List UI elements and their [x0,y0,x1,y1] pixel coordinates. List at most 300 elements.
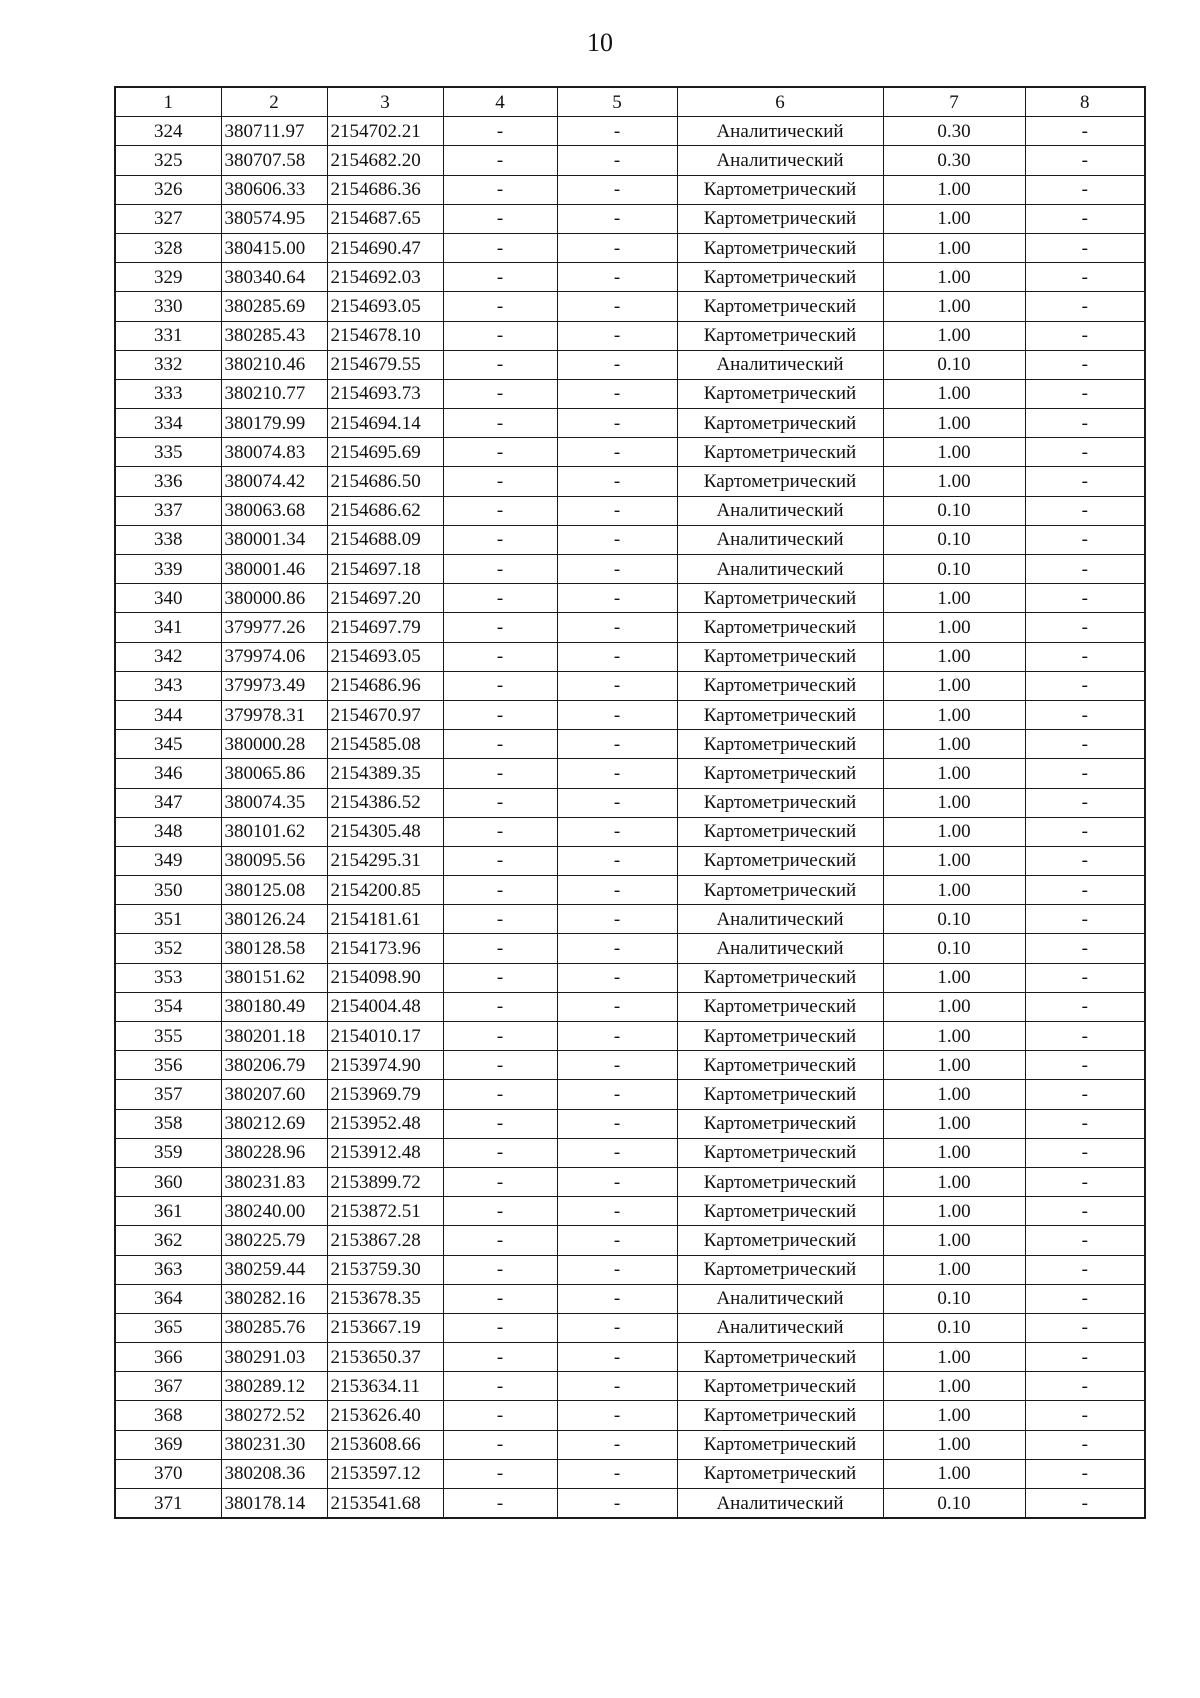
col8-cell: - [1025,175,1145,204]
col4-cell: - [443,555,557,584]
y-coordinate-cell: 2153678.35 [327,1284,443,1313]
table-row [115,1343,1145,1372]
y-coordinate-cell: 2154694.14 [327,409,443,438]
col5-cell: - [557,467,677,496]
table-row [115,1138,1145,1167]
table-row [115,1109,1145,1138]
x-coordinate-cell: 380125.08 [221,876,327,905]
y-coordinate-cell: 2154686.96 [327,671,443,700]
accuracy-cell: 1.00 [883,233,1025,262]
y-coordinate-cell: 2154010.17 [327,1022,443,1051]
x-coordinate-cell: 380285.43 [221,321,327,350]
y-coordinate-cell: 2153867.28 [327,1226,443,1255]
column-header: 7 [883,87,1025,117]
x-coordinate-cell: 380201.18 [221,1022,327,1051]
accuracy-cell: 1.00 [883,671,1025,700]
y-coordinate-cell: 2153626.40 [327,1401,443,1430]
point-number-cell: 364 [115,1284,221,1313]
x-coordinate-cell: 380212.69 [221,1109,327,1138]
col8-cell: - [1025,613,1145,642]
col5-cell: - [557,1080,677,1109]
col4-cell: - [443,1284,557,1313]
point-number-cell: 341 [115,613,221,642]
x-coordinate-cell: 380001.46 [221,555,327,584]
accuracy-cell: 1.00 [883,409,1025,438]
y-coordinate-cell: 2153952.48 [327,1109,443,1138]
col8-cell: - [1025,525,1145,554]
point-number-cell: 371 [115,1489,221,1519]
x-coordinate-cell: 380074.35 [221,788,327,817]
method-cell: Картометрический [677,613,883,642]
method-cell: Картометрический [677,788,883,817]
col4-cell: - [443,1197,557,1226]
point-number-cell: 332 [115,350,221,379]
column-header: 6 [677,87,883,117]
point-number-cell: 331 [115,321,221,350]
point-number-cell: 345 [115,730,221,759]
method-cell: Картометрический [677,817,883,846]
x-coordinate-cell: 380231.30 [221,1430,327,1459]
coordinates-table [114,86,1146,1519]
method-cell: Картометрический [677,730,883,759]
y-coordinate-cell: 2153759.30 [327,1255,443,1284]
point-number-cell: 360 [115,1167,221,1196]
point-number-cell: 363 [115,1255,221,1284]
table-row [115,438,1145,467]
x-coordinate-cell: 380179.99 [221,409,327,438]
accuracy-cell: 1.00 [883,379,1025,408]
table-row [115,1226,1145,1255]
x-coordinate-cell: 380707.58 [221,146,327,175]
column-header: 5 [557,87,677,117]
point-number-cell: 325 [115,146,221,175]
accuracy-cell: 1.00 [883,263,1025,292]
col4-cell: - [443,496,557,525]
y-coordinate-cell: 2154686.50 [327,467,443,496]
table-row [115,1372,1145,1401]
point-number-cell: 369 [115,1430,221,1459]
col8-cell: - [1025,263,1145,292]
col4-cell: - [443,438,557,467]
point-number-cell: 347 [115,788,221,817]
method-cell: Картометрический [677,204,883,233]
accuracy-cell: 1.00 [883,700,1025,729]
table-row [115,876,1145,905]
x-coordinate-cell: 380095.56 [221,846,327,875]
x-coordinate-cell: 380151.62 [221,963,327,992]
y-coordinate-cell: 2154688.09 [327,525,443,554]
table-row [115,1022,1145,1051]
x-coordinate-cell: 380101.62 [221,817,327,846]
col5-cell: - [557,1489,677,1519]
point-number-cell: 338 [115,525,221,554]
accuracy-cell: 1.00 [883,1430,1025,1459]
y-coordinate-cell: 2154697.18 [327,555,443,584]
accuracy-cell: 0.30 [883,117,1025,146]
col5-cell: - [557,321,677,350]
x-coordinate-cell: 380000.28 [221,730,327,759]
x-coordinate-cell: 380000.86 [221,584,327,613]
table-row [115,613,1145,642]
col5-cell: - [557,1343,677,1372]
point-number-cell: 327 [115,204,221,233]
x-coordinate-cell: 380178.14 [221,1489,327,1519]
x-coordinate-cell: 379978.31 [221,700,327,729]
table-row [115,963,1145,992]
col5-cell: - [557,876,677,905]
x-coordinate-cell: 380415.00 [221,233,327,262]
col4-cell: - [443,584,557,613]
accuracy-cell: 1.00 [883,1109,1025,1138]
col5-cell: - [557,1430,677,1459]
accuracy-cell: 1.00 [883,1372,1025,1401]
col5-cell: - [557,379,677,408]
col8-cell: - [1025,1167,1145,1196]
col5-cell: - [557,525,677,554]
col8-cell: - [1025,1401,1145,1430]
column-header: 8 [1025,87,1145,117]
y-coordinate-cell: 2153541.68 [327,1489,443,1519]
col4-cell: - [443,292,557,321]
col8-cell: - [1025,846,1145,875]
col5-cell: - [557,204,677,233]
col4-cell: - [443,379,557,408]
method-cell: Аналитический [677,350,883,379]
y-coordinate-cell: 2154682.20 [327,146,443,175]
table-row [115,1401,1145,1430]
y-coordinate-cell: 2154295.31 [327,846,443,875]
y-coordinate-cell: 2153912.48 [327,1138,443,1167]
point-number-cell: 370 [115,1459,221,1488]
accuracy-cell: 0.10 [883,496,1025,525]
col8-cell: - [1025,992,1145,1021]
col5-cell: - [557,175,677,204]
y-coordinate-cell: 2154686.62 [327,496,443,525]
method-cell: Картометрический [677,1255,883,1284]
table-row [115,146,1145,175]
col4-cell: - [443,759,557,788]
col4-cell: - [443,117,557,146]
x-coordinate-cell: 380228.96 [221,1138,327,1167]
method-cell: Картометрический [677,233,883,262]
col4-cell: - [443,1255,557,1284]
point-number-cell: 365 [115,1313,221,1342]
col8-cell: - [1025,1226,1145,1255]
accuracy-cell: 1.00 [883,876,1025,905]
col5-cell: - [557,233,677,262]
col4-cell: - [443,817,557,846]
point-number-cell: 351 [115,905,221,934]
accuracy-cell: 1.00 [883,730,1025,759]
col5-cell: - [557,934,677,963]
col4-cell: - [443,233,557,262]
col8-cell: - [1025,555,1145,584]
col8-cell: - [1025,409,1145,438]
method-cell: Аналитический [677,905,883,934]
method-cell: Картометрический [677,846,883,875]
accuracy-cell: 1.00 [883,1226,1025,1255]
accuracy-cell: 1.00 [883,321,1025,350]
table-row [115,496,1145,525]
col4-cell: - [443,700,557,729]
method-cell: Картометрический [677,263,883,292]
method-cell: Картометрический [677,963,883,992]
col8-cell: - [1025,321,1145,350]
col8-cell: - [1025,934,1145,963]
method-cell: Картометрический [677,584,883,613]
table-row [115,1051,1145,1080]
col8-cell: - [1025,584,1145,613]
col4-cell: - [443,934,557,963]
col8-cell: - [1025,204,1145,233]
x-coordinate-cell: 379977.26 [221,613,327,642]
col4-cell: - [443,642,557,671]
x-coordinate-cell: 380225.79 [221,1226,327,1255]
col4-cell: - [443,409,557,438]
y-coordinate-cell: 2154181.61 [327,905,443,934]
y-coordinate-cell: 2154693.05 [327,642,443,671]
col5-cell: - [557,1109,677,1138]
y-coordinate-cell: 2153634.11 [327,1372,443,1401]
column-header: 2 [221,87,327,117]
method-cell: Картометрический [677,1167,883,1196]
col4-cell: - [443,992,557,1021]
col5-cell: - [557,700,677,729]
accuracy-cell: 0.10 [883,350,1025,379]
x-coordinate-cell: 380128.58 [221,934,327,963]
table-row [115,117,1145,146]
accuracy-cell: 1.00 [883,642,1025,671]
point-number-cell: 348 [115,817,221,846]
accuracy-cell: 1.00 [883,992,1025,1021]
table-row [115,1284,1145,1313]
col4-cell: - [443,1022,557,1051]
y-coordinate-cell: 2154389.35 [327,759,443,788]
x-coordinate-cell: 380282.16 [221,1284,327,1313]
col5-cell: - [557,671,677,700]
method-cell: Картометрический [677,642,883,671]
col4-cell: - [443,1313,557,1342]
col8-cell: - [1025,1051,1145,1080]
col8-cell: - [1025,905,1145,934]
method-cell: Картометрический [677,1022,883,1051]
y-coordinate-cell: 2154173.96 [327,934,443,963]
accuracy-cell: 1.00 [883,1459,1025,1488]
accuracy-cell: 1.00 [883,292,1025,321]
accuracy-cell: 1.00 [883,438,1025,467]
table-row [115,584,1145,613]
col5-cell: - [557,555,677,584]
x-coordinate-cell: 380289.12 [221,1372,327,1401]
method-cell: Картометрический [677,1197,883,1226]
y-coordinate-cell: 2153974.90 [327,1051,443,1080]
col4-cell: - [443,963,557,992]
x-coordinate-cell: 380208.36 [221,1459,327,1488]
y-coordinate-cell: 2154004.48 [327,992,443,1021]
col5-cell: - [557,788,677,817]
accuracy-cell: 0.10 [883,1284,1025,1313]
table-row [115,1080,1145,1109]
point-number-cell: 337 [115,496,221,525]
accuracy-cell: 1.00 [883,1138,1025,1167]
col8-cell: - [1025,1372,1145,1401]
table-row [115,1459,1145,1488]
method-cell: Аналитический [677,934,883,963]
table-row [115,1255,1145,1284]
point-number-cell: 346 [115,759,221,788]
col8-cell: - [1025,730,1145,759]
col5-cell: - [557,117,677,146]
method-cell: Аналитический [677,1284,883,1313]
point-number-cell: 349 [115,846,221,875]
col8-cell: - [1025,1313,1145,1342]
y-coordinate-cell: 2154200.85 [327,876,443,905]
col4-cell: - [443,1051,557,1080]
method-cell: Картометрический [677,1430,883,1459]
y-coordinate-cell: 2154697.79 [327,613,443,642]
accuracy-cell: 1.00 [883,846,1025,875]
col4-cell: - [443,525,557,554]
x-coordinate-cell: 380272.52 [221,1401,327,1430]
method-cell: Картометрический [677,992,883,1021]
col4-cell: - [443,730,557,759]
col5-cell: - [557,292,677,321]
col8-cell: - [1025,1430,1145,1459]
x-coordinate-cell: 380285.69 [221,292,327,321]
accuracy-cell: 0.10 [883,934,1025,963]
table-row [115,788,1145,817]
y-coordinate-cell: 2154702.21 [327,117,443,146]
col8-cell: - [1025,1080,1145,1109]
y-coordinate-cell: 2153650.37 [327,1343,443,1372]
point-number-cell: 367 [115,1372,221,1401]
table-row [115,292,1145,321]
accuracy-cell: 0.10 [883,555,1025,584]
table-row [115,759,1145,788]
accuracy-cell: 1.00 [883,1167,1025,1196]
col5-cell: - [557,1197,677,1226]
col5-cell: - [557,409,677,438]
col8-cell: - [1025,642,1145,671]
y-coordinate-cell: 2154697.20 [327,584,443,613]
col4-cell: - [443,350,557,379]
y-coordinate-cell: 2153969.79 [327,1080,443,1109]
method-cell: Картометрический [677,1051,883,1080]
point-number-cell: 334 [115,409,221,438]
col8-cell: - [1025,876,1145,905]
y-coordinate-cell: 2154693.05 [327,292,443,321]
method-cell: Аналитический [677,496,883,525]
y-coordinate-cell: 2154305.48 [327,817,443,846]
method-cell: Аналитический [677,146,883,175]
col4-cell: - [443,1430,557,1459]
col5-cell: - [557,263,677,292]
x-coordinate-cell: 380291.03 [221,1343,327,1372]
accuracy-cell: 0.10 [883,1313,1025,1342]
y-coordinate-cell: 2153667.19 [327,1313,443,1342]
method-cell: Картометрический [677,1401,883,1430]
col4-cell: - [443,1343,557,1372]
col8-cell: - [1025,1197,1145,1226]
col5-cell: - [557,759,677,788]
method-cell: Картометрический [677,321,883,350]
col8-cell: - [1025,759,1145,788]
point-number-cell: 361 [115,1197,221,1226]
col4-cell: - [443,613,557,642]
col8-cell: - [1025,1255,1145,1284]
col8-cell: - [1025,1284,1145,1313]
col4-cell: - [443,1109,557,1138]
point-number-cell: 326 [115,175,221,204]
y-coordinate-cell: 2154098.90 [327,963,443,992]
accuracy-cell: 1.00 [883,1051,1025,1080]
accuracy-cell: 1.00 [883,1401,1025,1430]
point-number-cell: 352 [115,934,221,963]
point-number-cell: 329 [115,263,221,292]
col4-cell: - [443,1226,557,1255]
point-number-cell: 330 [115,292,221,321]
col4-cell: - [443,146,557,175]
table-row [115,175,1145,204]
y-coordinate-cell: 2153597.12 [327,1459,443,1488]
table-row [115,817,1145,846]
col5-cell: - [557,905,677,934]
col4-cell: - [443,1372,557,1401]
table-row [115,992,1145,1021]
method-cell: Картометрический [677,1226,883,1255]
page-number: 10 [587,28,613,57]
col5-cell: - [557,1459,677,1488]
col4-cell: - [443,876,557,905]
x-coordinate-cell: 380285.76 [221,1313,327,1342]
col8-cell: - [1025,233,1145,262]
table-row [115,321,1145,350]
method-cell: Картометрический [677,292,883,321]
col4-cell: - [443,321,557,350]
accuracy-cell: 1.00 [883,817,1025,846]
accuracy-cell: 1.00 [883,788,1025,817]
x-coordinate-cell: 380206.79 [221,1051,327,1080]
y-coordinate-cell: 2154692.03 [327,263,443,292]
point-number-cell: 333 [115,379,221,408]
col8-cell: - [1025,1489,1145,1519]
point-number-cell: 366 [115,1343,221,1372]
x-coordinate-cell: 380065.86 [221,759,327,788]
accuracy-cell: 1.00 [883,1197,1025,1226]
col8-cell: - [1025,963,1145,992]
accuracy-cell: 0.30 [883,146,1025,175]
x-coordinate-cell: 380210.46 [221,350,327,379]
col4-cell: - [443,671,557,700]
col5-cell: - [557,1401,677,1430]
col4-cell: - [443,467,557,496]
method-cell: Картометрический [677,409,883,438]
y-coordinate-cell: 2154679.55 [327,350,443,379]
col4-cell: - [443,1459,557,1488]
table-row [115,467,1145,496]
col5-cell: - [557,1051,677,1080]
table-row [115,730,1145,759]
method-cell: Картометрический [677,1138,883,1167]
method-cell: Аналитический [677,1489,883,1519]
y-coordinate-cell: 2154695.69 [327,438,443,467]
col8-cell: - [1025,1138,1145,1167]
method-cell: Картометрический [677,759,883,788]
table-body [115,117,1145,1519]
point-number-cell: 340 [115,584,221,613]
x-coordinate-cell: 380340.64 [221,263,327,292]
table-row [115,1430,1145,1459]
